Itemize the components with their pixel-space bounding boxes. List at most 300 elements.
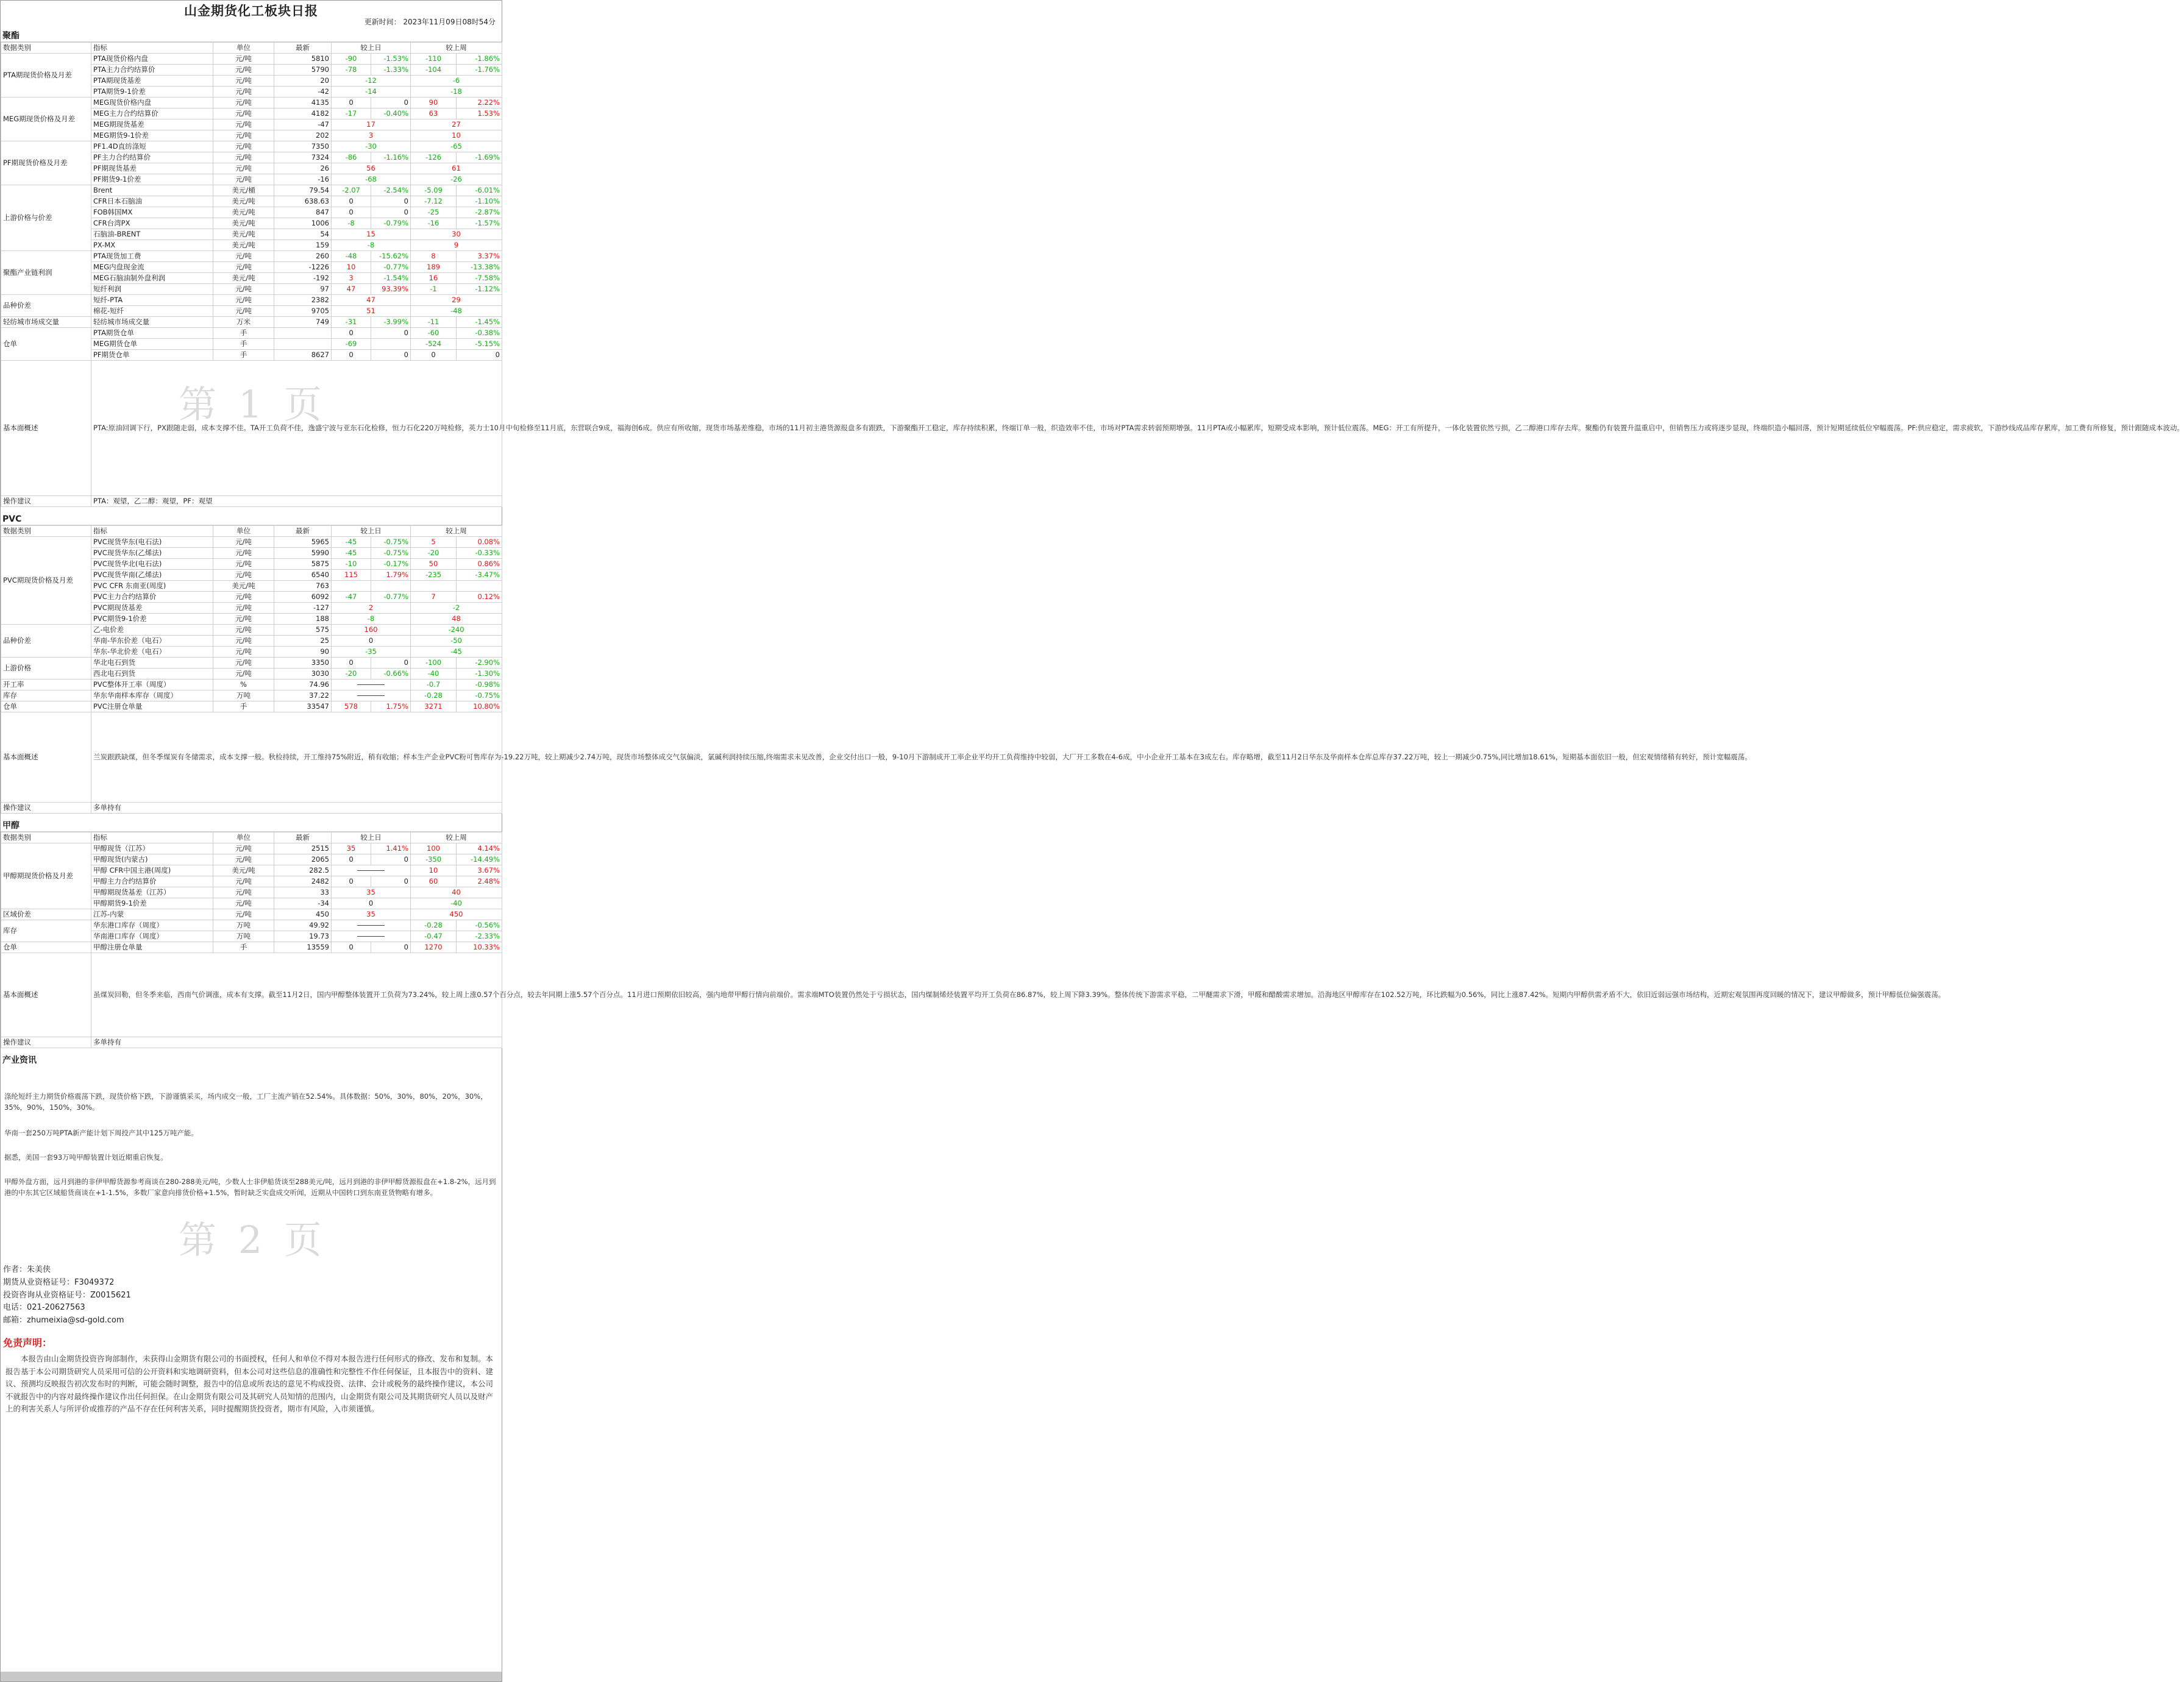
table-header-row	[1, 526, 502, 537]
category-label: 区域价差	[1, 909, 91, 920]
header-latest: 最新	[274, 832, 332, 843]
unit-cell: 元/吨	[213, 843, 274, 854]
unit-cell: 元/吨	[213, 251, 274, 262]
latest-value: 5790	[274, 65, 332, 76]
change-abs: -235	[411, 570, 457, 581]
news-item: 华南一套250万吨PTA新产能计划下周投产其中125万吨产能。	[4, 1129, 198, 1137]
latest-value: 19.73	[274, 931, 332, 942]
latest-value: 763	[274, 581, 332, 592]
latest-value	[274, 328, 332, 339]
change-abs: -100	[411, 658, 457, 669]
change-pct: -0.98%	[457, 680, 502, 690]
latest-value: 450	[274, 909, 332, 920]
table-row	[1, 317, 502, 328]
table-row	[1, 680, 502, 690]
indicator-name: 短纤-PTA	[91, 295, 213, 306]
table-row	[1, 98, 502, 108]
unit-cell: 万吨	[213, 690, 274, 701]
latest-value: 49.92	[274, 920, 332, 931]
change-abs: -45	[332, 537, 371, 548]
indicator-name: CFR台湾PX	[91, 218, 213, 229]
header-unit: 单位	[213, 43, 274, 54]
indicator-name: PF期货9-1价差	[91, 174, 213, 185]
latest-value: 6540	[274, 570, 332, 581]
change-pct: -1.76%	[457, 65, 502, 76]
change-pct: -1.86%	[457, 54, 502, 65]
indicator-name: 华东港口库存（周度）	[91, 920, 213, 931]
update-time: 更新时间： 2023年11月09日08时54分	[364, 18, 496, 26]
change-pct: -15.62%	[371, 251, 411, 262]
change-abs: -16	[411, 218, 457, 229]
header-cat: 数据类别	[1, 526, 91, 537]
category-label: 开工率	[1, 680, 91, 690]
change-pct: -1.12%	[457, 284, 502, 295]
unit-cell: 元/吨	[213, 647, 274, 658]
change-abs: -7.12	[411, 196, 457, 207]
change-abs: -31	[332, 317, 371, 328]
methanol-table	[1, 832, 1946, 1048]
change-abs: 90	[411, 98, 457, 108]
change-abs: -90	[332, 54, 371, 65]
unit-cell: 元/吨	[213, 559, 274, 570]
change-abs: 0	[332, 328, 371, 339]
change-abs: -2.07	[332, 185, 371, 196]
latest-value: -16	[274, 174, 332, 185]
latest-value: 5875	[274, 559, 332, 570]
latest-value: 33	[274, 887, 332, 898]
change-abs: 10	[332, 262, 371, 273]
unit-cell: 元/吨	[213, 898, 274, 909]
ops-row	[1, 803, 502, 814]
page-watermark-2: 第 2 页	[179, 1218, 327, 1262]
header-indicator: 指标	[91, 43, 213, 54]
category-label: 仓单	[1, 701, 91, 712]
change-abs: 35	[332, 843, 371, 854]
category-label: PTA期现货价格及月差	[1, 54, 91, 98]
change-abs: 50	[411, 559, 457, 570]
change-value: 30	[411, 229, 502, 240]
change-pct: 0	[371, 328, 411, 339]
latest-value: -1226	[274, 262, 332, 273]
change-abs: 0	[332, 350, 371, 361]
change-abs: -8	[332, 218, 371, 229]
change-value: -35	[332, 647, 411, 658]
ops-label: 操作建议	[1, 496, 91, 507]
header-cat: 数据类别	[1, 43, 91, 54]
bottom-bar	[1, 1672, 502, 1681]
latest-value: 202	[274, 130, 332, 141]
indicator-name: PVC现货华北(电石法)	[91, 559, 213, 570]
latest-value: 7350	[274, 141, 332, 152]
unit-cell: 元/吨	[213, 603, 274, 614]
header-vs-prev-week: 较上周	[411, 526, 502, 537]
latest-value: 260	[274, 251, 332, 262]
change-pct: 0	[371, 854, 411, 865]
change-value: -240	[411, 625, 502, 636]
section-title-pvc: PVC	[1, 513, 502, 525]
category-label: PF期现货价格及月差	[1, 141, 91, 185]
latest-value: 79.54	[274, 185, 332, 196]
change-pct: -13.38%	[457, 262, 502, 273]
change-pct: -1.53%	[371, 54, 411, 65]
change-abs: -86	[332, 152, 371, 163]
indicator-name: MEG期现货基差	[91, 119, 213, 130]
change-pct: -1.16%	[371, 152, 411, 163]
change-abs: 0	[332, 854, 371, 865]
indicator-name: PTA期货仓单	[91, 328, 213, 339]
category-label: 仓单	[1, 942, 91, 953]
category-label: 聚酯产业链利润	[1, 251, 91, 295]
section-title-polyester: 聚酯	[1, 30, 502, 42]
header-cat: 数据类别	[1, 832, 91, 843]
latest-value: 575	[274, 625, 332, 636]
unit-cell: 元/吨	[213, 537, 274, 548]
change-pct: 0	[371, 350, 411, 361]
change-abs: 0	[332, 942, 371, 953]
change-pct: 0	[371, 98, 411, 108]
change-pct: -0.75%	[371, 548, 411, 559]
indicator-name: MEG内盘现金流	[91, 262, 213, 273]
change-pct: 0	[457, 350, 502, 361]
page-watermark-1: 第 1 页	[179, 382, 327, 427]
change-pct: -6.01%	[457, 185, 502, 196]
change-pct: 1.75%	[371, 701, 411, 712]
table-row	[1, 537, 502, 548]
indicator-name: PTA现货价格内盘	[91, 54, 213, 65]
change-value: 9	[411, 240, 502, 251]
header-latest: 最新	[274, 43, 332, 54]
change-abs: 0	[411, 350, 457, 361]
change-value: -14	[332, 87, 411, 98]
table-row	[1, 54, 502, 65]
change-pct: -1.54%	[371, 273, 411, 284]
indicator-name: 江苏-内蒙	[91, 909, 213, 920]
header-vs-prev-day: 较上日	[332, 43, 411, 54]
change-value: -30	[332, 141, 411, 152]
unit-cell: 元/吨	[213, 909, 274, 920]
unit-cell: 元/吨	[213, 548, 274, 559]
indicator-name: PTA期货9-1价差	[91, 87, 213, 98]
category-label: PVC期现货价格及月差	[1, 537, 91, 625]
change-abs: -1	[411, 284, 457, 295]
indicator-name: PVC现货华东(电石法)	[91, 537, 213, 548]
unit-cell: %	[213, 680, 274, 690]
change-value: 160	[332, 625, 411, 636]
change-pct: -0.40%	[371, 108, 411, 119]
unit-cell: 元/吨	[213, 295, 274, 306]
change-value: -65	[411, 141, 502, 152]
table-row	[1, 251, 502, 262]
unit-cell: 元/吨	[213, 592, 274, 603]
change-pct: 0.86%	[457, 559, 502, 570]
change-abs: 100	[411, 843, 457, 854]
category-label: 上游价格	[1, 658, 91, 680]
table-row	[1, 625, 502, 636]
change-abs: -17	[332, 108, 371, 119]
table-row	[1, 942, 502, 953]
pvc-table	[1, 525, 1752, 814]
change-value: -45	[411, 647, 502, 658]
unit-cell: 元/吨	[213, 87, 274, 98]
indicator-name: PVC整体开工率（周度）	[91, 680, 213, 690]
change-abs: 0	[332, 196, 371, 207]
ops-row	[1, 496, 502, 507]
basic-analysis-row	[1, 712, 502, 803]
indicator-name: MEG期货仓单	[91, 339, 213, 350]
change-pct: 3.67%	[457, 865, 502, 876]
indicator-name: 甲醇 CFR中国主港(周度)	[91, 865, 213, 876]
unit-cell: 元/吨	[213, 119, 274, 130]
disclaimer-title: 免责声明：	[3, 1336, 52, 1349]
indicator-name: MEG期货9-1价差	[91, 130, 213, 141]
category-label: 仓单	[1, 328, 91, 361]
unit-cell: 元/吨	[213, 625, 274, 636]
unit-cell: 元/吨	[213, 163, 274, 174]
change-abs: 3	[332, 273, 371, 284]
change-value: -8	[332, 614, 411, 625]
latest-value: -42	[274, 87, 332, 98]
change-abs: -0.28	[411, 920, 457, 931]
change-abs: -11	[411, 317, 457, 328]
change-pct: -7.58%	[457, 273, 502, 284]
category-label: 品种价差	[1, 295, 91, 317]
indicator-name: MEG石脑油制外盘利润	[91, 273, 213, 284]
change-pct: 0	[371, 658, 411, 669]
change-pct: 0	[371, 942, 411, 953]
change-abs: -0.47	[411, 931, 457, 942]
change-pct: -3.47%	[457, 570, 502, 581]
indicator-name: 棉花-短纤	[91, 306, 213, 317]
change-value: -40	[411, 898, 502, 909]
change-abs: 60	[411, 876, 457, 887]
news-item: 据悉，美国一套93万吨甲醇装置计划近期重启恢复。	[4, 1153, 168, 1162]
change-pct: 93.39%	[371, 284, 411, 295]
report-title: 山金期货化工板块日报	[184, 4, 318, 18]
indicator-name: 甲醇主力合约结算价	[91, 876, 213, 887]
change-pct: 10.33%	[457, 942, 502, 953]
change-value: 47	[332, 295, 411, 306]
change-cell	[332, 690, 411, 701]
change-abs: 0	[332, 876, 371, 887]
unit-cell: 元/吨	[213, 306, 274, 317]
latest-value: 2065	[274, 854, 332, 865]
header-unit: 单位	[213, 832, 274, 843]
change-abs: 5	[411, 537, 457, 548]
ops-text: 多单持有	[91, 803, 502, 814]
header-vs-prev-day: 较上日	[332, 832, 411, 843]
change-pct: 1.79%	[371, 570, 411, 581]
latest-value: -34	[274, 898, 332, 909]
change-pct: -0.56%	[457, 920, 502, 931]
category-label: MEG期现货价格及月差	[1, 98, 91, 141]
change-value: 0	[332, 898, 411, 909]
change-abs: -350	[411, 854, 457, 865]
change-abs: 0	[332, 98, 371, 108]
change-value: 27	[411, 119, 502, 130]
header-indicator: 指标	[91, 526, 213, 537]
change-pct: -5.15%	[457, 339, 502, 350]
change-abs: 3271	[411, 701, 457, 712]
change-pct: -0.77%	[371, 592, 411, 603]
indicator-name: 华北电石到货	[91, 658, 213, 669]
change-pct: -0.33%	[457, 548, 502, 559]
unit-cell: 元/吨	[213, 54, 274, 65]
unit-cell: 美元/吨	[213, 207, 274, 218]
unit-cell: 美元/桶	[213, 185, 274, 196]
change-pct: -1.45%	[457, 317, 502, 328]
latest-value: 4135	[274, 98, 332, 108]
latest-value: 3030	[274, 669, 332, 680]
change-abs: -78	[332, 65, 371, 76]
table-row	[1, 920, 502, 931]
change-value: -8	[332, 240, 411, 251]
latest-value: 2382	[274, 295, 332, 306]
latest-value: 3350	[274, 658, 332, 669]
latest-value: -192	[274, 273, 332, 284]
change-value: 450	[411, 909, 502, 920]
author-cert-consult: 投资咨询从业资格证号：Z0015621	[3, 1290, 131, 1300]
unit-cell: 元/吨	[213, 887, 274, 898]
change-pct: -2.54%	[371, 185, 411, 196]
unit-cell: 美元/吨	[213, 865, 274, 876]
basic-analysis-text: PTA:原油回调下行，PX跟随走弱，成本支撑不佳。TA开工负荷不佳，逸盛宁波与亚东石化检修，恒力石化220万吨检修，英力士10月中旬检修至11月底，东营联合9成，福海创6成。供应有所收缩，现货市场基差维稳，市场的11月初主港货源报盘多有跟跌，下游聚酯开工稳定，库存持续积累，终端订单一般，织造效率不佳，市场对PTA需求转弱预期增强。11月PTA或小幅累库，短期受成本影响，预计低位震荡。MEG：开工有所提升，一体化装置依然亏损，乙二醇港口库存去库。聚酯仍有装置升温重启中，但销售压力或将逐步显现，终端织造小幅回落，预计短期延续低位窄幅震荡。PF:供应稳定，需求疲软，下游纱线成品库存累库，加工费有所修复，预计跟随成本波动。	[91, 361, 502, 496]
indicator-name: 甲醇注册仓单量	[91, 942, 213, 953]
change-cell	[332, 581, 371, 592]
change-abs: 0	[332, 207, 371, 218]
unit-cell: 元/吨	[213, 65, 274, 76]
category-label: 品种价差	[1, 625, 91, 658]
unit-cell: 元/吨	[213, 636, 274, 647]
indicator-name: PVC现货华南(乙烯法)	[91, 570, 213, 581]
change-pct: -1.57%	[457, 218, 502, 229]
change-value: 29	[411, 295, 502, 306]
change-value: 2	[332, 603, 411, 614]
change-pct: -0.77%	[371, 262, 411, 273]
author-block	[1, 1264, 502, 1327]
author-phone: 电话：021-20627563	[3, 1303, 85, 1313]
change-abs: 63	[411, 108, 457, 119]
unit-cell: 手	[213, 701, 274, 712]
latest-value: 26	[274, 163, 332, 174]
unit-cell: 手	[213, 328, 274, 339]
basic-analysis-row	[1, 361, 502, 496]
change-value: -48	[411, 306, 502, 317]
indicator-name: 甲醇现货(内蒙古)	[91, 854, 213, 865]
table-header-row	[1, 43, 502, 54]
indicator-name: MEG现货价格内盘	[91, 98, 213, 108]
latest-value: 4182	[274, 108, 332, 119]
change-value: 15	[332, 229, 411, 240]
latest-value: 2482	[274, 876, 332, 887]
disclaimer-text: 本报告由山金期货投资咨询部制作，未获得山金期货有限公司的书面授权，任何人和单位不得对本报告进行任何形式的修改、发布和复制。本报告基于本公司期货研究人员采用可信的公开资料和实地调研资料，但本公司对这些信息的准确性和完整性不作任何保证，且本报告中的资料、建议、预测均反映报告初次发布时的判断，可能会随时调整，报告中的信息或所表达的意见不构成投资、法律、会计或税务的最终操作建议，本公司不就报告中的内容对最终操作建议作出任何担保。在山金期货有限公司及其研究人员知情的范围内，山金期货有限公司及其期货研究人员以及财产上的利害关系人与所评价或推荐的产品不存在任何利害关系，同时提醒期货投资者，期市有风险，入市须谨慎。	[5, 1354, 494, 1414]
change-pct: 1.53%	[457, 108, 502, 119]
change-abs: -110	[411, 54, 457, 65]
change-abs: -104	[411, 65, 457, 76]
indicator-name: PVC主力合约结算价	[91, 592, 213, 603]
change-pct: -1.10%	[457, 196, 502, 207]
indicator-name: CFR日本石脑油	[91, 196, 213, 207]
indicator-name: PF期货仓单	[91, 350, 213, 361]
category-label: 甲醇期现货价格及月差	[1, 843, 91, 909]
unit-cell: 美元/吨	[213, 240, 274, 251]
change-pct: -1.69%	[457, 152, 502, 163]
ops-label: 操作建议	[1, 1037, 91, 1048]
header-vs-prev-day: 较上日	[332, 526, 411, 537]
table-row	[1, 909, 502, 920]
change-value: 10	[411, 130, 502, 141]
latest-value: 847	[274, 207, 332, 218]
change-value: -6	[411, 76, 502, 87]
latest-value: 7324	[274, 152, 332, 163]
unit-cell: 元/吨	[213, 614, 274, 625]
indicator-name: PVC注册仓单量	[91, 701, 213, 712]
change-value: 3	[332, 130, 411, 141]
unit-cell: 万吨	[213, 931, 274, 942]
latest-value: 25	[274, 636, 332, 647]
indicator-name: FOB韩国MX	[91, 207, 213, 218]
change-pct: -1.30%	[457, 669, 502, 680]
change-pct: -0.17%	[371, 559, 411, 570]
change-abs: -47	[332, 592, 371, 603]
change-abs: 189	[411, 262, 457, 273]
unit-cell: 美元/吨	[213, 273, 274, 284]
change-pct: 0	[371, 876, 411, 887]
latest-value: 188	[274, 614, 332, 625]
indicator-name: PTA期现货基差	[91, 76, 213, 87]
change-cell	[332, 865, 411, 876]
change-abs: -524	[411, 339, 457, 350]
unit-cell: 美元/吨	[213, 229, 274, 240]
change-abs: -5.09	[411, 185, 457, 196]
change-abs: -126	[411, 152, 457, 163]
unit-cell: 元/吨	[213, 141, 274, 152]
indicator-name: 华南港口库存（周度）	[91, 931, 213, 942]
ops-row	[1, 1037, 502, 1048]
unit-cell: 元/吨	[213, 570, 274, 581]
change-pct: -2.33%	[457, 931, 502, 942]
indicator-name: 甲醇期现货基差（江苏）	[91, 887, 213, 898]
change-value: 35	[332, 909, 411, 920]
indicator-name: 华东-华北价差（电石）	[91, 647, 213, 658]
change-abs: -69	[332, 339, 371, 350]
change-pct: -2.87%	[457, 207, 502, 218]
change-pct: -2.90%	[457, 658, 502, 669]
latest-value: 5990	[274, 548, 332, 559]
latest-value	[274, 339, 332, 350]
table-row	[1, 690, 502, 701]
indicator-name: PX-MX	[91, 240, 213, 251]
change-pct: -0.66%	[371, 669, 411, 680]
header-indicator: 指标	[91, 832, 213, 843]
change-cell	[332, 680, 411, 690]
change-abs: -45	[332, 548, 371, 559]
unit-cell: 美元/吨	[213, 196, 274, 207]
indicator-name: 西北电石到货	[91, 669, 213, 680]
change-abs: -20	[411, 548, 457, 559]
unit-cell: 万米	[213, 317, 274, 328]
indicator-name: PF主力合约结算价	[91, 152, 213, 163]
news-item: 涤纶短纤主力期货价格震荡下跌，现货价格下跌，下游谨慎采买，场内成交一般，工厂主流产销在52.54%。具体数据：50%，30%，80%，20%，30%，35%，90%，150%，30%。	[4, 1092, 488, 1112]
latest-value: 37.22	[274, 690, 332, 701]
change-value: 48	[411, 614, 502, 625]
change-abs: -48	[332, 251, 371, 262]
basic-analysis-row	[1, 953, 502, 1037]
latest-value: 5965	[274, 537, 332, 548]
unit-cell: 手	[213, 942, 274, 953]
change-pct: -0.38%	[457, 328, 502, 339]
change-value: 56	[332, 163, 411, 174]
table-row	[1, 843, 502, 854]
